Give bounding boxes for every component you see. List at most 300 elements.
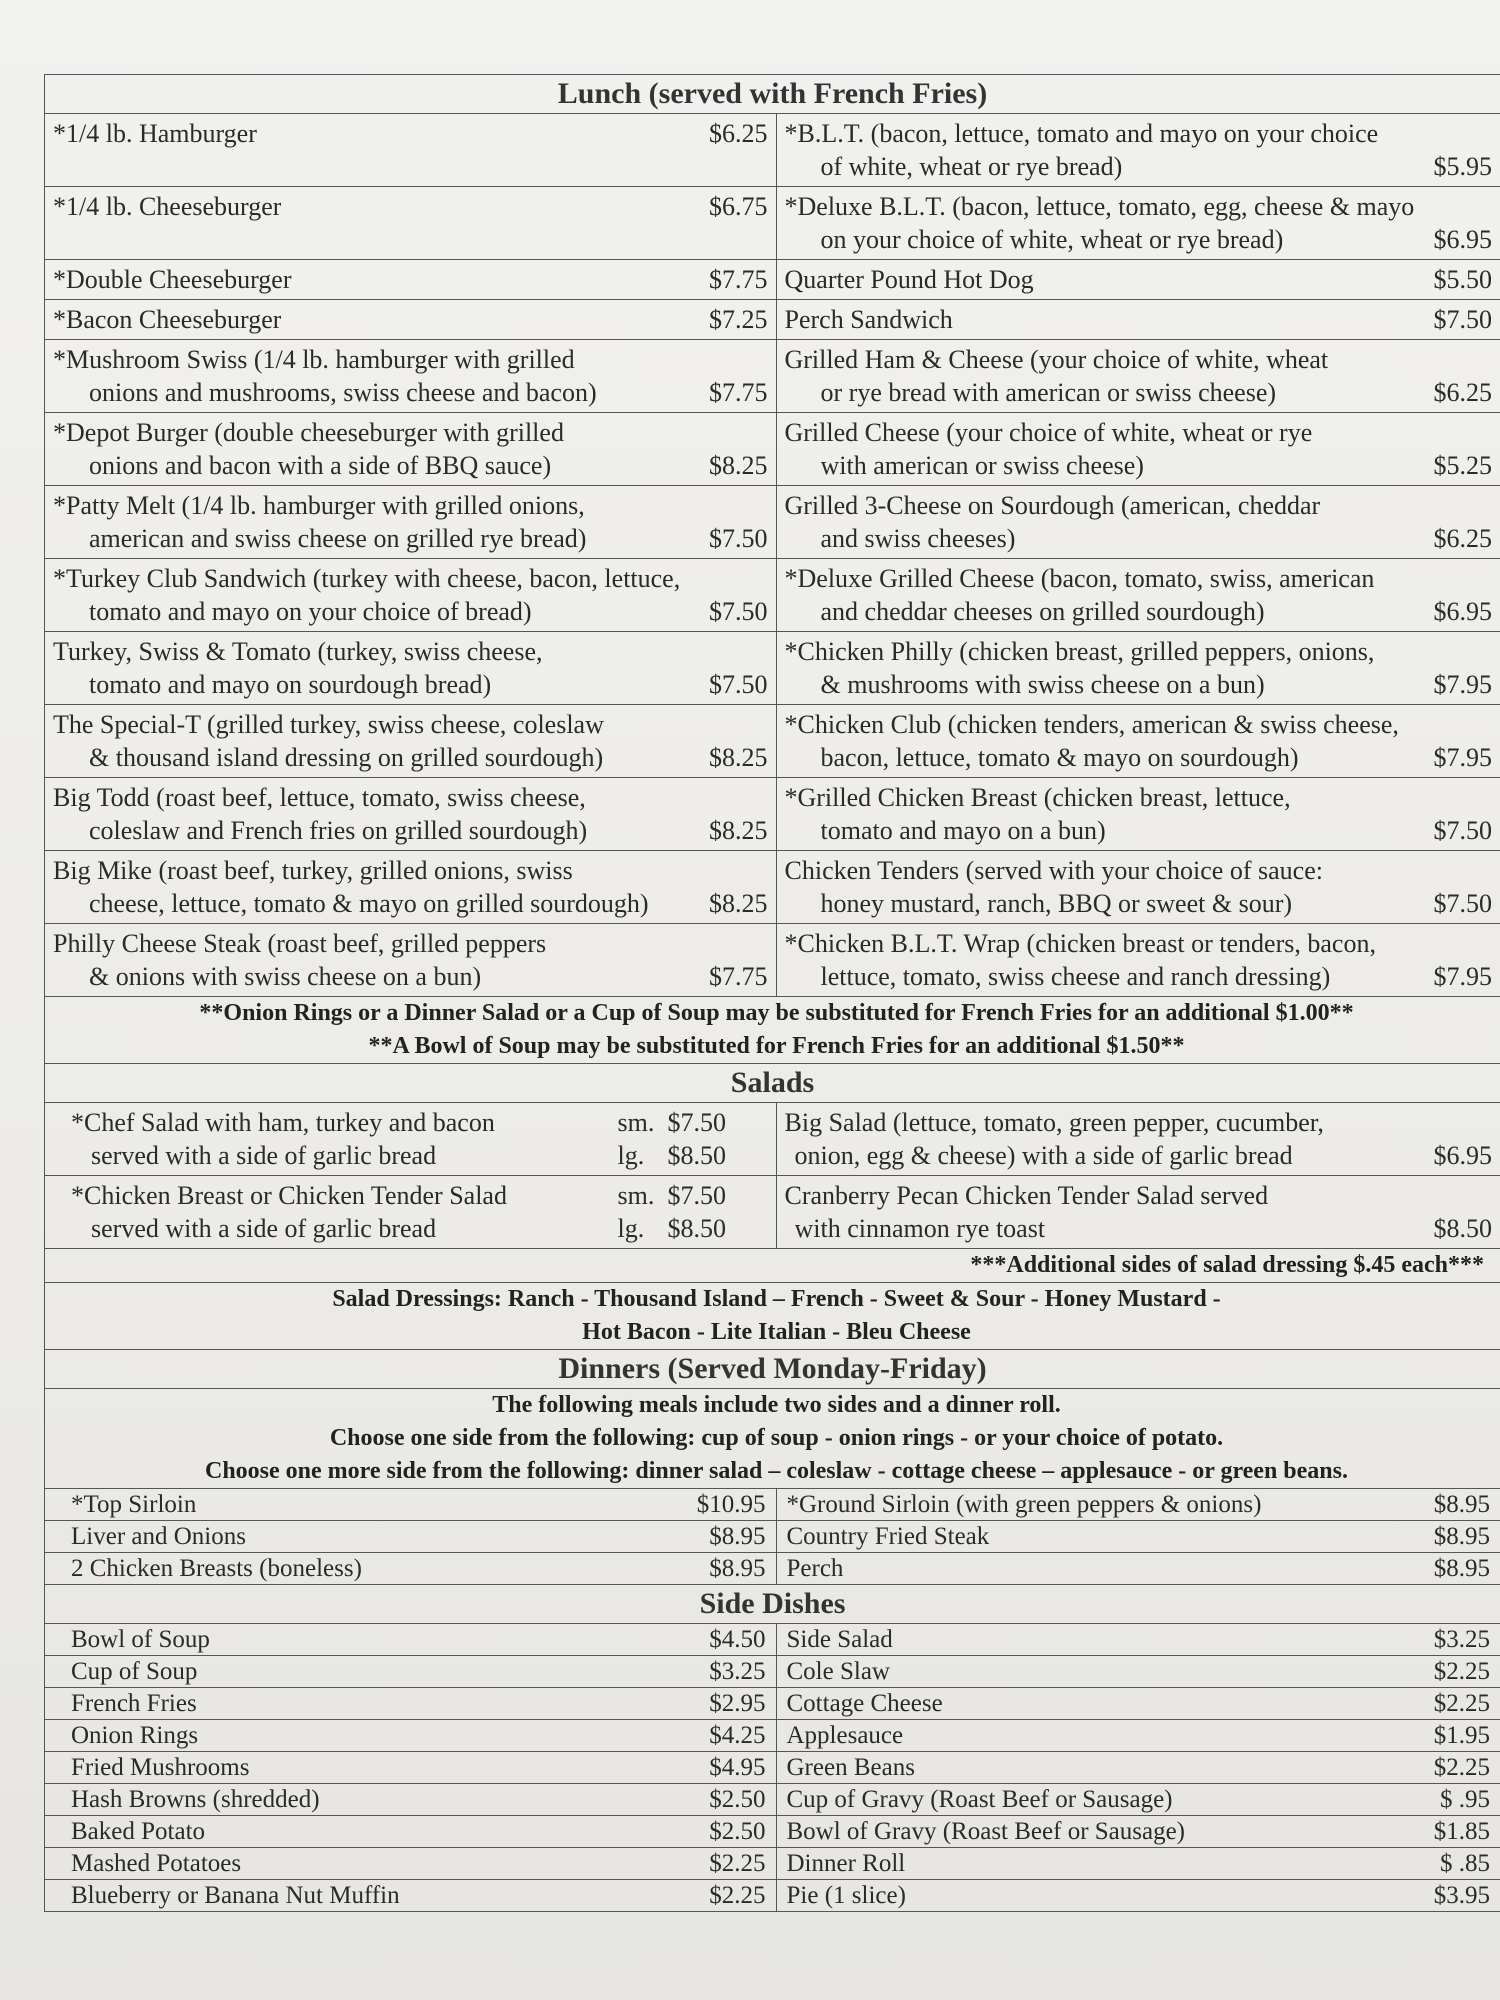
item-description: with american or swiss cheese) <box>820 451 1144 480</box>
salad-small-price <box>618 1106 768 1139</box>
salad-line-2 <box>785 1139 1493 1172</box>
item-description: tomato and mayo on sourdough bread) <box>89 670 492 699</box>
item-name: Cole Slaw <box>786 1658 890 1685</box>
lunch-note-substitute: **Onion Rings or a Dinner Salad or a Cup of Soup may be substituted for French Fries for an additional $1.00** <box>199 1000 1354 1026</box>
item-line <box>785 303 1493 336</box>
item-price: $5.50 <box>1433 265 1492 294</box>
dinners-info-1: The following meals include two sides and a dinner roll. <box>492 1392 1061 1418</box>
item-name: Chicken Tenders (served with your choice of sauce: <box>784 856 1323 885</box>
lunch-item <box>777 413 1500 485</box>
item-price: $8.25 <box>709 743 768 772</box>
item-line-2 <box>53 668 768 701</box>
item-line-1 <box>785 190 1493 223</box>
lunch-row <box>45 300 1500 340</box>
salad-large-price <box>618 1212 768 1245</box>
item-line-2 <box>785 960 1493 993</box>
side-row-cell <box>45 1784 777 1815</box>
item-name: *B.L.T. (bacon, lettuce, tomato and mayo on your choice <box>784 119 1379 148</box>
lunch-item <box>45 705 777 777</box>
item-line-1 <box>785 562 1493 595</box>
item-name: *Turkey Club Sandwich (turkey with cheese, bacon, lettuce, <box>53 564 681 593</box>
item-description: & mushrooms with swiss cheese on a bun) <box>820 670 1265 699</box>
item-price: $2.25 <box>1433 1690 1490 1717</box>
item-name: Dinner Roll <box>786 1850 906 1877</box>
item-line <box>787 1553 1491 1584</box>
item-description: american and swiss cheese on grilled rye bread) <box>89 524 587 553</box>
dinner-row-cell <box>45 1553 777 1584</box>
dinner-row <box>45 1521 1500 1553</box>
lunch-item <box>45 851 777 923</box>
item-name: Applesauce <box>786 1722 904 1749</box>
item-name: Side Salad <box>786 1626 893 1653</box>
side-row-cell <box>45 1880 777 1911</box>
side-row <box>45 1880 1500 1912</box>
item-description: on your choice of white, wheat or rye bread) <box>820 225 1284 254</box>
item-description: lettuce, tomato, swiss cheese and ranch dressing) <box>820 962 1331 991</box>
item-price: $5.25 <box>1433 451 1492 480</box>
side-row-cell <box>777 1816 1500 1847</box>
lunch-item <box>45 632 777 704</box>
item-description: and swiss cheeses) <box>820 524 1016 553</box>
item-line-1 <box>785 854 1493 887</box>
item-price: $8.95 <box>1433 1491 1490 1518</box>
lunch-item <box>45 340 777 412</box>
lunch-item <box>777 486 1500 558</box>
item-line-2 <box>785 814 1493 847</box>
item-name: *Chicken Philly (chicken breast, grilled peppers, onions, <box>784 637 1375 666</box>
item-line-1 <box>53 416 768 449</box>
item-price: $5.95 <box>1433 152 1492 181</box>
item-line <box>71 1688 766 1719</box>
lunch-title-row <box>45 75 1500 114</box>
price-large: $8.50 <box>667 1141 726 1170</box>
item-price: $8.25 <box>709 451 768 480</box>
item-line-1 <box>785 416 1493 449</box>
side-row-cell <box>777 1720 1500 1751</box>
price-large: $8.50 <box>667 1214 726 1243</box>
dressings-line-1: Salad Dressings: Ranch - Thousand Island – French - Sweet & Sour - Honey Mustard - <box>332 1286 1221 1312</box>
item-description: cheese, lettuce, tomato & mayo on grilled sourdough) <box>89 889 649 918</box>
lunch-row <box>45 413 1500 486</box>
side-row-cell <box>777 1784 1500 1815</box>
salad-description: onion, egg & cheese) with a side of garlic bread <box>794 1141 1293 1170</box>
item-name: Quarter Pound Hot Dog <box>784 265 1034 294</box>
side-row-cell <box>45 1848 777 1879</box>
item-price: $2.50 <box>709 1786 766 1813</box>
item-line <box>787 1784 1491 1815</box>
salads-title: Salads <box>730 1066 815 1099</box>
item-description: tomato and mayo on a bun) <box>820 816 1106 845</box>
salad-name: Cranberry Pecan Chicken Tender Salad served <box>784 1181 1269 1210</box>
salad-description: with cinnamon rye toast <box>794 1214 1046 1243</box>
item-line-2 <box>53 449 768 482</box>
item-line <box>71 1816 766 1847</box>
lunch-item <box>45 924 777 996</box>
item-price: $2.25 <box>1433 1754 1490 1781</box>
item-line <box>71 1553 766 1584</box>
price-small: $7.50 <box>667 1108 726 1137</box>
item-name: Fried Mushrooms <box>71 1754 250 1781</box>
dinners-title: Dinners (Served Monday-Friday) <box>558 1352 987 1385</box>
item-description: honey mustard, ranch, BBQ or sweet & sour) <box>820 889 1293 918</box>
item-price: $1.85 <box>1433 1818 1490 1845</box>
item-name: *Depot Burger (double cheeseburger with grilled <box>53 418 564 447</box>
item-name: *1/4 lb. Cheeseburger <box>53 192 282 221</box>
item-name: Bowl of Soup <box>71 1626 210 1653</box>
item-name: *Chicken Club (chicken tenders, american & swiss cheese, <box>784 710 1399 739</box>
side-row-cell <box>45 1816 777 1847</box>
item-line-2 <box>53 376 768 409</box>
item-name: Cottage Cheese <box>786 1690 943 1717</box>
size-label-large: lg. <box>617 1214 645 1243</box>
side-row-cell <box>777 1880 1500 1911</box>
salad-price: $8.50 <box>1433 1214 1492 1243</box>
lunch-item <box>777 340 1500 412</box>
lunch-item <box>45 260 777 299</box>
side-row <box>45 1720 1500 1752</box>
item-line-1 <box>785 117 1493 150</box>
item-name: Onion Rings <box>71 1722 199 1749</box>
side-row <box>45 1688 1500 1720</box>
lunch-row <box>45 705 1500 778</box>
item-price: $8.95 <box>709 1523 766 1550</box>
item-line <box>71 1489 766 1520</box>
side-row-cell <box>45 1656 777 1687</box>
item-price: $7.50 <box>709 670 768 699</box>
lunch-item <box>777 559 1500 631</box>
salad-name: *Chef Salad with ham, turkey and bacon <box>71 1108 495 1137</box>
item-price: $7.95 <box>1433 743 1492 772</box>
item-name: Big Mike (roast beef, turkey, grilled onions, swiss <box>53 856 573 885</box>
item-line-1 <box>53 343 768 376</box>
item-line <box>787 1880 1491 1911</box>
item-line-1 <box>53 708 768 741</box>
item-price: $4.95 <box>709 1754 766 1781</box>
salad-small-price <box>618 1179 768 1212</box>
item-name: *Ground Sirloin (with green peppers & onions) <box>786 1491 1262 1518</box>
lunch-item <box>777 924 1500 996</box>
item-price: $7.75 <box>709 378 768 407</box>
salad-item <box>45 1103 777 1175</box>
item-name: Cup of Gravy (Roast Beef or Sausage) <box>786 1786 1173 1813</box>
item-price: $4.25 <box>709 1722 766 1749</box>
item-price: $3.25 <box>709 1658 766 1685</box>
salad-item <box>45 1176 777 1248</box>
item-line <box>785 263 1493 296</box>
salad-line-1 <box>71 1106 768 1139</box>
side-row <box>45 1752 1500 1784</box>
item-name: *Deluxe B.L.T. (bacon, lettuce, tomato, egg, cheese & mayo <box>784 192 1415 221</box>
item-line-1 <box>785 635 1493 668</box>
dinner-row <box>45 1489 1500 1521</box>
item-line-1 <box>53 927 768 960</box>
lunch-row <box>45 114 1500 187</box>
item-price: $8.25 <box>709 816 768 845</box>
lunch-item <box>45 187 777 259</box>
lunch-item <box>45 778 777 850</box>
item-line-2 <box>785 668 1493 701</box>
sides-title-row <box>45 1585 1500 1624</box>
item-line-2 <box>785 223 1493 256</box>
item-line-1 <box>785 343 1493 376</box>
lunch-item <box>45 300 777 339</box>
item-price: $7.95 <box>1433 670 1492 699</box>
item-price: $7.50 <box>709 597 768 626</box>
item-name: Big Todd (roast beef, lettuce, tomato, swiss cheese, <box>53 783 586 812</box>
extra-dressing-note: ***Additional sides of salad dressing $.45 each*** <box>970 1252 1484 1278</box>
side-row <box>45 1656 1500 1688</box>
lunch-item <box>777 778 1500 850</box>
item-price: $7.25 <box>709 305 768 334</box>
item-description: of white, wheat or rye bread) <box>820 152 1123 181</box>
lunch-row <box>45 486 1500 559</box>
item-line <box>71 1784 766 1815</box>
item-name: Country Fried Steak <box>786 1523 990 1550</box>
salad-line-1 <box>71 1179 768 1212</box>
lunch-note-bowl: **A Bowl of Soup may be substituted for French Fries for an additional $1.50** <box>368 1033 1185 1059</box>
lunch-row <box>45 924 1500 997</box>
item-name: *Bacon Cheeseburger <box>53 305 282 334</box>
side-row-cell <box>777 1624 1500 1655</box>
item-line <box>53 117 768 150</box>
item-price: $3.25 <box>1433 1626 1490 1653</box>
dinners-info-3: Choose one more side from the following: dinner salad – coleslaw - cottage cheese – applesauce - or green beans. <box>204 1458 1348 1484</box>
item-price: $1.95 <box>1433 1722 1490 1749</box>
item-line <box>787 1688 1491 1719</box>
extra-dressing-row <box>45 1249 1500 1283</box>
item-description: bacon, lettuce, tomato & mayo on sourdough) <box>820 743 1299 772</box>
item-line-1 <box>53 781 768 814</box>
item-line <box>787 1624 1491 1655</box>
item-name: Perch <box>786 1555 844 1582</box>
item-price: $10.95 <box>696 1491 766 1518</box>
item-name: *Top Sirloin <box>71 1491 197 1518</box>
dinner-row-cell <box>777 1489 1500 1520</box>
item-description: tomato and mayo on your choice of bread) <box>89 597 532 626</box>
lunch-row <box>45 340 1500 413</box>
side-items <box>45 1624 1500 1912</box>
item-price: $8.95 <box>1433 1555 1490 1582</box>
item-name: *Double Cheeseburger <box>53 265 292 294</box>
lunch-item <box>45 486 777 558</box>
item-line <box>787 1489 1491 1520</box>
item-line <box>71 1656 766 1687</box>
item-price: $3.95 <box>1433 1882 1490 1909</box>
item-line <box>787 1521 1491 1552</box>
side-row-cell <box>777 1688 1500 1719</box>
item-price: $2.25 <box>709 1882 766 1909</box>
item-line <box>787 1752 1491 1783</box>
lunch-title: Lunch (served with French Fries) <box>557 77 988 110</box>
item-line <box>787 1720 1491 1751</box>
item-line <box>53 263 768 296</box>
item-name: Baked Potato <box>71 1818 206 1845</box>
item-description: & thousand island dressing on grilled sourdough) <box>89 743 604 772</box>
lunch-item <box>777 851 1500 923</box>
item-line <box>71 1624 766 1655</box>
item-line <box>71 1752 766 1783</box>
side-row-cell <box>777 1848 1500 1879</box>
dinners-info-2: Choose one side from the following: cup of soup - onion rings - or your choice of potato. <box>329 1425 1224 1451</box>
item-price: $8.95 <box>709 1555 766 1582</box>
item-price: $6.25 <box>1433 378 1492 407</box>
item-name: 2 Chicken Breasts (boneless) <box>71 1555 362 1582</box>
item-line <box>53 190 768 223</box>
lunch-item <box>45 114 777 186</box>
item-description: onions and mushrooms, swiss cheese and bacon) <box>89 378 597 407</box>
menu-table <box>44 74 1500 1912</box>
salad-line-2 <box>71 1212 768 1245</box>
lunch-item <box>45 559 777 631</box>
dressings-line-2: Hot Bacon - Lite Italian - Bleu Cheese <box>582 1319 971 1345</box>
lunch-item <box>777 187 1500 259</box>
lunch-row <box>45 559 1500 632</box>
item-price: $2.95 <box>709 1690 766 1717</box>
item-price: $7.50 <box>1433 816 1492 845</box>
item-name: *1/4 lb. Hamburger <box>53 119 257 148</box>
item-line <box>787 1848 1491 1879</box>
sides-title: Side Dishes <box>699 1587 846 1620</box>
salad-line-2 <box>71 1139 768 1172</box>
salad-row <box>45 1103 1500 1176</box>
side-row-cell <box>777 1656 1500 1687</box>
lunch-items <box>45 114 1500 997</box>
side-row-cell <box>777 1752 1500 1783</box>
size-label-large: lg. <box>617 1141 645 1170</box>
item-line-2 <box>53 814 768 847</box>
dinners-title-row <box>45 1350 1500 1389</box>
side-row-cell <box>45 1688 777 1719</box>
lunch-item <box>777 260 1500 299</box>
item-line <box>71 1848 766 1879</box>
item-line-2 <box>785 595 1493 628</box>
side-row <box>45 1784 1500 1816</box>
dinner-row-cell <box>45 1489 777 1520</box>
salad-row <box>45 1176 1500 1249</box>
dinner-row-cell <box>777 1553 1500 1584</box>
item-line <box>787 1816 1491 1847</box>
item-line-2 <box>785 522 1493 555</box>
item-line-1 <box>53 489 768 522</box>
item-line <box>71 1521 766 1552</box>
dinner-row <box>45 1553 1500 1585</box>
dinner-row-cell <box>777 1521 1500 1552</box>
item-line-2 <box>53 741 768 774</box>
item-name: Liver and Onions <box>71 1523 246 1550</box>
salad-name: Big Salad (lettuce, tomato, green pepper, cucumber, <box>784 1108 1324 1137</box>
side-row <box>45 1624 1500 1656</box>
item-name: *Chicken B.L.T. Wrap (chicken breast or tenders, bacon, <box>784 929 1376 958</box>
item-line-1 <box>53 562 768 595</box>
item-price: $6.95 <box>1433 225 1492 254</box>
item-line <box>53 303 768 336</box>
item-price: $6.75 <box>709 192 768 221</box>
item-line-2 <box>53 960 768 993</box>
item-line <box>71 1720 766 1751</box>
item-line-1 <box>785 927 1493 960</box>
item-line-1 <box>785 708 1493 741</box>
item-name: *Patty Melt (1/4 lb. hamburger with grilled onions, <box>53 491 585 520</box>
item-name: Pie (1 slice) <box>786 1882 906 1909</box>
item-line <box>787 1656 1491 1687</box>
lunch-item <box>777 300 1500 339</box>
item-line-1 <box>785 489 1493 522</box>
item-name: Hash Browns (shredded) <box>71 1786 320 1813</box>
side-row-cell <box>45 1624 777 1655</box>
lunch-row <box>45 260 1500 300</box>
item-price: $2.50 <box>709 1818 766 1845</box>
item-name: Perch Sandwich <box>784 305 953 334</box>
item-price: $2.25 <box>1433 1658 1490 1685</box>
item-price: $7.75 <box>709 265 768 294</box>
salad-item <box>777 1103 1500 1175</box>
item-price: $ .95 <box>1440 1786 1490 1813</box>
item-price: $4.50 <box>709 1626 766 1653</box>
dressings-row <box>45 1283 1500 1350</box>
lunch-row <box>45 778 1500 851</box>
item-price: $7.50 <box>709 524 768 553</box>
item-price: $6.95 <box>1433 597 1492 626</box>
dinner-items <box>45 1488 1500 1585</box>
item-line-2 <box>785 376 1493 409</box>
item-name: Philly Cheese Steak (roast beef, grilled peppers <box>53 929 547 958</box>
item-name: Cup of Soup <box>71 1658 198 1685</box>
item-line-1 <box>785 781 1493 814</box>
item-line-2 <box>53 522 768 555</box>
item-line-2 <box>53 887 768 920</box>
item-name: The Special-T (grilled turkey, swiss cheese, coleslaw <box>53 710 604 739</box>
item-line-1 <box>53 635 768 668</box>
item-name: Turkey, Swiss & Tomato (turkey, swiss cheese, <box>53 637 543 666</box>
item-price: $7.50 <box>1433 889 1492 918</box>
item-price: $8.95 <box>1433 1523 1490 1550</box>
item-name: *Grilled Chicken Breast (chicken breast, lettuce, <box>784 783 1291 812</box>
item-line-2 <box>785 150 1493 183</box>
item-line-1 <box>53 854 768 887</box>
lunch-item <box>777 632 1500 704</box>
salad-items <box>45 1103 1500 1249</box>
side-row-cell <box>45 1720 777 1751</box>
lunch-row <box>45 632 1500 705</box>
item-name: Green Beans <box>786 1754 915 1781</box>
item-price: $7.75 <box>709 962 768 991</box>
item-description: and cheddar cheeses on grilled sourdough) <box>820 597 1265 626</box>
salad-line-2 <box>785 1212 1493 1245</box>
item-description: onions and bacon with a side of BBQ sauce) <box>89 451 552 480</box>
item-price: $2.25 <box>709 1850 766 1877</box>
size-label-small: sm. <box>617 1108 655 1137</box>
item-line-2 <box>785 887 1493 920</box>
salad-description: served with a side of garlic bread <box>91 1214 437 1243</box>
item-price: $6.25 <box>1433 524 1492 553</box>
salad-price: $6.95 <box>1433 1141 1492 1170</box>
lunch-item <box>777 114 1500 186</box>
salad-description: served with a side of garlic bread <box>91 1141 437 1170</box>
dinners-info <box>45 1389 1500 1488</box>
side-row-cell <box>45 1752 777 1783</box>
price-small: $7.50 <box>667 1181 726 1210</box>
dinner-row-cell <box>45 1521 777 1552</box>
salad-item <box>777 1176 1500 1248</box>
side-row <box>45 1816 1500 1848</box>
size-label-small: sm. <box>617 1181 655 1210</box>
item-line-2 <box>785 449 1493 482</box>
lunch-row <box>45 187 1500 260</box>
item-description: & onions with swiss cheese on a bun) <box>89 962 482 991</box>
side-row <box>45 1848 1500 1880</box>
item-name: Grilled Cheese (your choice of white, wheat or rye <box>784 418 1313 447</box>
lunch-row <box>45 851 1500 924</box>
